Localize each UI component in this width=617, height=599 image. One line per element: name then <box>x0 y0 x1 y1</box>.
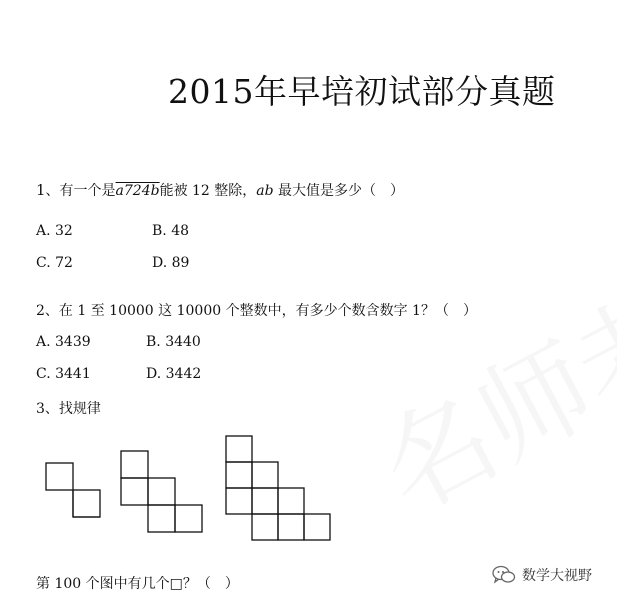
question-1-option-a: A. 32 <box>36 223 73 239</box>
question-2-option-c: C. 3441 <box>36 366 91 382</box>
pattern-figure-2 <box>121 451 202 532</box>
figure-1-square <box>46 463 73 490</box>
question-1-option-c: C. 72 <box>36 255 73 271</box>
figure-2-square <box>148 505 175 532</box>
figure-3-square <box>278 488 304 514</box>
figure-2-square <box>148 478 175 505</box>
question-1-prefix: 、有一个是 <box>45 183 116 199</box>
question-1-overlined-number: a724b <box>115 183 160 199</box>
figure-3-square <box>226 462 252 488</box>
question-1-middle: 能被 12 整除， <box>159 183 257 199</box>
question-3-prompt: 第 100 个图中有几个□？（ ） <box>36 576 239 592</box>
figure-2-square <box>175 505 202 532</box>
figure-3-square <box>226 488 252 514</box>
figure-3-square <box>252 462 278 488</box>
figure-3-square <box>304 514 330 540</box>
figure-2-square <box>121 478 148 505</box>
question-2-option-b: B. 3440 <box>146 334 201 350</box>
pattern-figure-1 <box>46 463 100 517</box>
account-logo <box>492 565 592 585</box>
page-title: 2015年早培初试部分真题 <box>168 72 556 111</box>
question-2-option-d: D. 3442 <box>146 366 202 382</box>
question-1-option-b: B. 48 <box>152 223 190 239</box>
question-1-ab: ab <box>256 183 274 199</box>
question-2-option-a: A. 3439 <box>36 334 91 350</box>
question-1-number: 1 <box>36 181 46 199</box>
question-3: 3、找规律 <box>36 401 101 417</box>
question-1-option-d: D. 89 <box>152 255 190 271</box>
figure-2-square <box>121 451 148 478</box>
question-1-suffix: 最大值是多少（ ） <box>273 183 405 199</box>
question-2: 2、在 1 至 10000 这 10000 个整数中，有多少个数含数字 1？（ ） <box>36 303 477 319</box>
wechat-icon <box>492 565 516 585</box>
account-name: 数学大视野 <box>522 568 592 584</box>
figure-3-square <box>226 436 252 462</box>
figure-3-square <box>252 514 278 540</box>
figure-3-square <box>252 488 278 514</box>
figure-3-square <box>278 514 304 540</box>
figure-1-square <box>73 490 100 517</box>
pattern-figure-3 <box>226 436 330 540</box>
